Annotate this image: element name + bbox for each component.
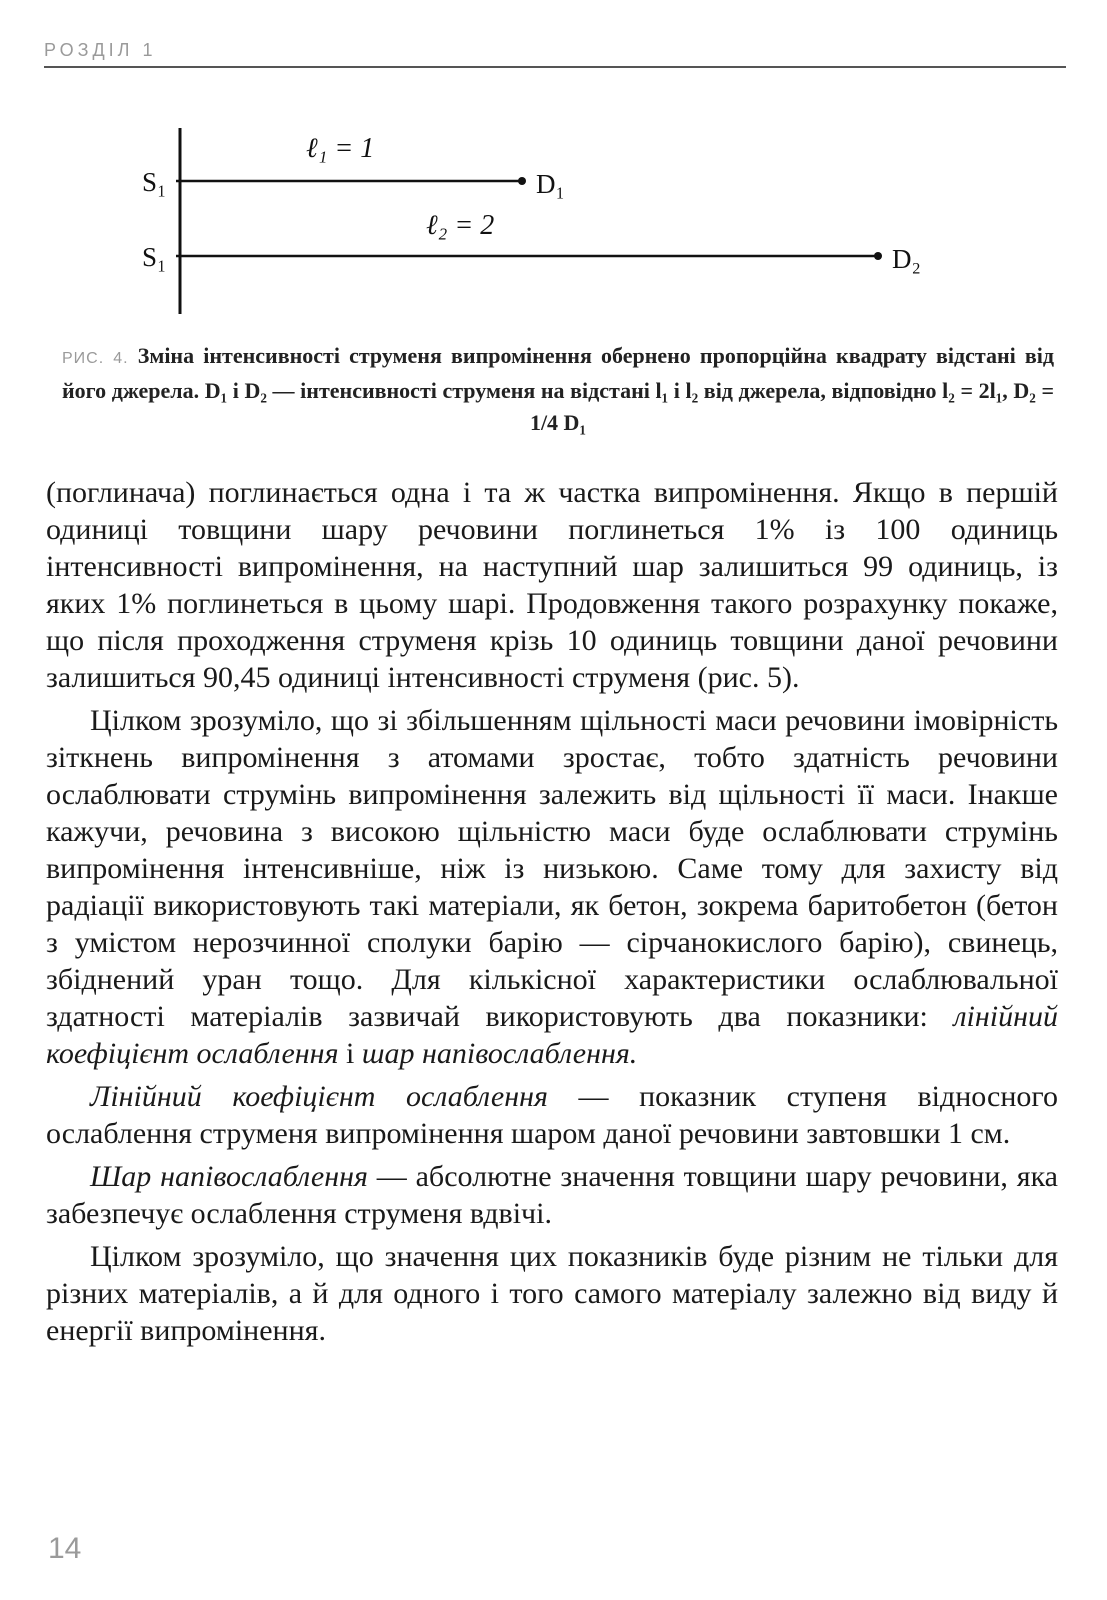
caption-line-1: Зміна інтенсивності струменя випромінення обернено пропорційна квадрату відстані від його джерела. D₁ і D₂ — інтенсивності струменя на відстані <box>62 343 1055 403</box>
definition-half-value-layer: — абсолютне значення товщини шару речовини, яка забезпечує ослаблення струменя вдвічі. <box>46 1160 1058 1230</box>
caption-line-2: l₁ і l₂ від джерела, відповідно l₂ = 2l₁, D₂ = 1/4 D₁ <box>529 378 1054 435</box>
paragraph-2-text: Цілком зрозуміло, що зі збільшенням щільності маси речовини імовірність зіткнень випромінення з атомами зростає, тобто здатність речовини ослаблювати струмінь випромінення залежить від щільності її маси. Інакше кажучи, речовина з високою щільністю маси буде ослаблювати струмінь випромінення інтенсивніше, ніж із низькою. Саме тому для захисту від радіації використовують такі матеріали, як бетон, зокрема баритобетон (бетон з умістом нерозчинної сполуки барію — сірчанокислого барію), свинець, збіднений уран тощо. Для кількісної характеристики ослаблювальної здатності матеріалів зазвичай використовують два показники: <box>46 704 1058 1033</box>
distance-label-2: ℓ₂ = 2 <box>426 210 495 241</box>
distance-label-1: ℓ₁ = 1 <box>306 133 375 164</box>
detector-2-dot <box>874 252 882 260</box>
term-linear-attenuation: лінійний коефіцієнт ослаблення <box>46 1000 1058 1070</box>
paragraph-2-conjunction: і <box>338 1037 362 1070</box>
detector-label-2: D₂ <box>892 244 921 274</box>
definition-term-linear-attenuation: Лінійний коефіцієнт ослаблення <box>90 1080 548 1113</box>
source-label-1: S₁ <box>142 167 167 197</box>
definition-linear-attenuation: — показник ступеня відносного ослаблення струменя випромінення шаром даної речовини завтовшки 1 см. <box>46 1080 1058 1150</box>
term-half-value-layer: шар напівослаблення. <box>361 1037 638 1070</box>
paragraph-2 <box>46 702 1058 1072</box>
figure-caption <box>62 340 1054 439</box>
source-label-2: S₁ <box>142 242 167 272</box>
definition-term-half-value-layer: Шар напівослаблення <box>90 1160 368 1193</box>
figure-intensity-diagram <box>0 0 1107 330</box>
body-text <box>46 474 1058 1349</box>
page-number: 14 <box>48 1532 82 1565</box>
paragraph-3 <box>46 1078 1058 1152</box>
running-head: РОЗДІЛ 1 <box>44 40 157 60</box>
figure-label: РИС. 4. <box>62 350 129 367</box>
detector-1-dot <box>518 177 526 185</box>
paragraph-5: Цілком зрозуміло, що значення цих показників буде різним не тільки для різних матеріалів, а й для одного і того самого матеріалу залежно від виду й енергії випромінення. <box>46 1240 1058 1347</box>
paragraph-1: (поглинача) поглинається одна і та ж частка випромінення. Якщо в першій одиниці товщини шару речовини поглинеться 1% із 100 одиниць інтенсивності випромінення, на наступний шар залишиться 99 одиниць, із яких 1% поглинеться в цьому шарі. Продовження такого розрахунку покаже, що після проходження струменя крізь 10 одиниць товщини даної речовини залишиться 90,45 одиниці інтенсивності струменя (рис. 5). <box>46 476 1058 694</box>
paragraph-4 <box>46 1158 1058 1232</box>
detector-label-1: D₁ <box>536 169 565 199</box>
